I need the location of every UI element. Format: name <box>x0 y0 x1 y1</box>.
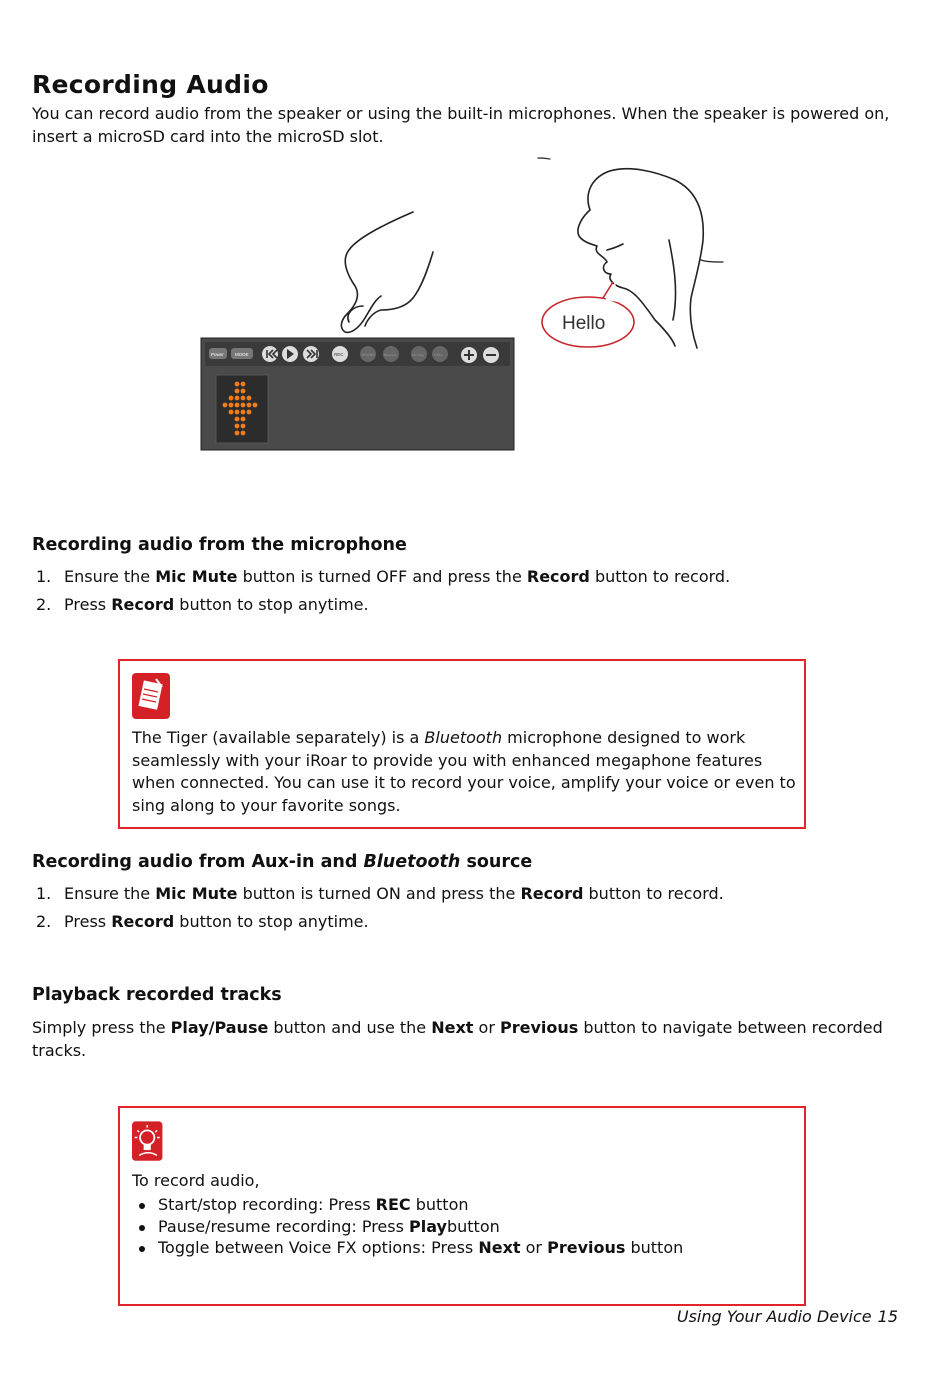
intro-paragraph: You can record audio from the speaker or using the built-in microphones. When the speaker is powered on, insert a microSD card into the microSD slot. <box>32 104 890 146</box>
call-button-label: CALL <box>434 353 443 357</box>
playback-paragraph: Simply press the Play/Pause button and use the Next or Previous button to navigate between recorded tracks. <box>32 1018 883 1060</box>
mode-button-label: MODE <box>235 352 249 357</box>
list-item: Pause/resume recording: Press Playbutton <box>132 1216 683 1238</box>
recording-illustration <box>195 150 735 455</box>
section-heading-microphone: Recording audio from the microphone <box>32 535 407 555</box>
light-bulb-icon <box>132 1120 166 1164</box>
note-text-tiger: The Tiger (available separately) is a Bluetooth microphone designed to work seamlessly with your iRoar to provide you with enhanced megaphone features when connected. You can use it to record your voice, amplify your voice or even to sing along to your favorite songs. <box>132 728 796 815</box>
tips-list <box>132 1194 683 1259</box>
speaker-device-illustration <box>201 338 514 450</box>
aux-steps <box>32 880 724 936</box>
speech-bubble-text: Hello <box>562 313 606 334</box>
rec-button-label: REC <box>334 352 344 357</box>
list-item: Toggle between Voice FX options: Press Next or Previous button <box>132 1237 683 1259</box>
section-heading-playback: Playback recorded tracks <box>32 985 282 1005</box>
bluetooth-button-label: Bluetooth <box>384 353 397 357</box>
footer-section-title: Using Your Audio Device <box>676 1307 872 1326</box>
pointing-hand-illustration <box>341 212 433 332</box>
list-item: 2. Press Record button to stop anytime. <box>36 595 369 614</box>
note-tips-intro: To record audio, <box>132 1171 260 1190</box>
list-item: 1. Ensure the Mic Mute button is turned OFF and press the Record button to record. <box>36 567 731 586</box>
note-box-tips <box>118 1106 806 1306</box>
list-item: 1. Ensure the Mic Mute button is turned ON and press the Record button to record. <box>36 884 724 903</box>
note-box-tiger <box>118 659 806 829</box>
page-footer <box>677 1307 898 1326</box>
section-heading-aux: Recording audio from Aux-in and Bluetooth source <box>32 852 533 872</box>
note-pad-icon <box>132 673 170 719</box>
page-title: Recording Audio <box>32 70 269 99</box>
power-button-label: Power <box>211 352 224 357</box>
mic-mute-button-label: Mic Mute <box>412 353 425 357</box>
sound-button-label: SOUND <box>362 353 375 357</box>
speech-bubble <box>542 282 634 347</box>
page-number: 15 <box>877 1307 898 1326</box>
list-item: 2. Press Record button to stop anytime. <box>36 912 369 931</box>
microphone-steps <box>32 563 730 619</box>
list-item: Start/stop recording: Press REC button <box>132 1194 683 1216</box>
